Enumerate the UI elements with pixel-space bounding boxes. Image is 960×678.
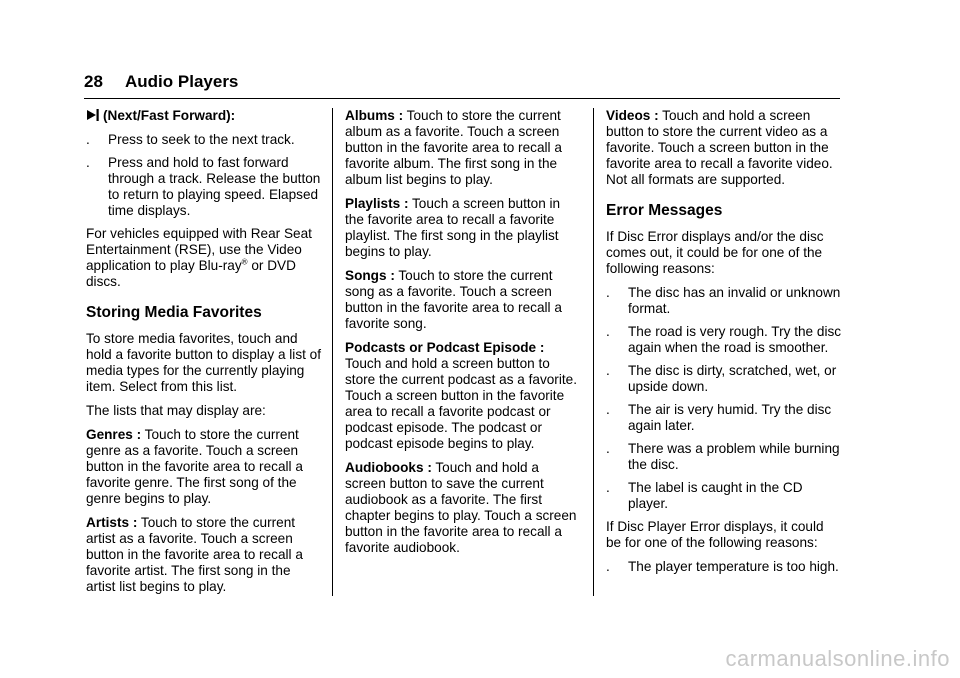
lists-intro: The lists that may display are: xyxy=(86,403,266,418)
watermark: carmanualsonline.info xyxy=(725,646,950,671)
storing-favorites-heading: Storing Media Favorites xyxy=(86,304,262,321)
audiobooks-entry: Audiobooks : Touch and hold a screen button to save the current audiobook as a favorite. The first chapter begins to play. Touch a screen button in the favorite area to recall a favorite audiobook. xyxy=(345,460,577,555)
column-divider-1 xyxy=(332,108,333,596)
podcasts-entry: Podcasts or Podcast Episode : Touch and hold a screen button to store the current podcast as a favorite. Touch a screen button in the favorite area to recall a favorite podcast or podcast episode. The podcast or podcast episode begins to play. xyxy=(345,340,577,451)
column-divider-2 xyxy=(593,108,594,596)
next-track-icon xyxy=(86,108,100,122)
genres-entry: Genres : Touch to store the current genre as a favorite. Touch a screen button in the favorite area to recall a favorite genre. The first song of the genre begins to play. xyxy=(86,427,303,506)
column-2 xyxy=(345,108,581,564)
error-messages-heading: Error Messages xyxy=(606,202,723,219)
list-item: . The road is very rough. Try the disc again when the road is smoother. xyxy=(606,324,842,355)
list-item: . The player temperature is too high. xyxy=(606,559,839,574)
next-bullets xyxy=(86,132,322,219)
artists-entry: Artists : Touch to store the current artist as a favorite. Touch a screen button in the favorite area to recall a favorite artist. The first song in the artist list begins to play. xyxy=(86,515,303,594)
list-item: . The disc is dirty, scratched, wet, or upside down. xyxy=(606,363,837,394)
disc-error-bullets xyxy=(606,285,842,512)
list-item: . The label is caught in the CD player. xyxy=(606,480,803,511)
list-item: . Press to seek to the next track. xyxy=(86,132,295,147)
favorites-intro: To store media favorites, touch and hold a favorite button to display a list of media types for the currently playing item. Select from this list. xyxy=(86,331,322,394)
songs-entry: Songs : Touch to store the current song as a favorite. Touch a screen button in the favorite area to recall a favorite song. xyxy=(345,268,562,331)
page-header xyxy=(84,72,238,92)
section-title: Audio Players xyxy=(125,72,239,91)
player-error-bullets xyxy=(606,559,842,575)
column-1 xyxy=(86,108,322,603)
next-fast-forward-heading: (Next/Fast Forward): xyxy=(86,108,322,124)
header-rule xyxy=(84,98,840,99)
list-item: . There was a problem while burning the disc. xyxy=(606,441,840,472)
page-number: 28 xyxy=(84,72,103,91)
list-item: . Press and hold to fast forward through a track. Release the button to return to playing speed. Elapsed time displays. xyxy=(86,155,321,218)
rse-paragraph: For vehicles equipped with Rear Seat Entertainment (RSE), use the Video application to play Blu-ray® or DVD discs. xyxy=(86,226,312,289)
list-item: . The disc has an invalid or unknown format. xyxy=(606,285,841,316)
disc-error-intro: If Disc Error displays and/or the disc comes out, it could be for one of the following reasons: xyxy=(606,229,824,276)
albums-entry: Albums : Touch to store the current album as a favorite. Touch a screen button in the favorite area to recall a favorite album. The first song in the album list begins to play. xyxy=(345,108,562,187)
videos-entry: Videos : Touch and hold a screen button to store the current video as a favorite. Touch a screen button in the favorite area to recall a favorite video. Not all formats are supported. xyxy=(606,108,833,187)
column-3 xyxy=(606,108,842,582)
list-item: . The air is very humid. Try the disc again later. xyxy=(606,402,832,433)
playlists-entry: Playlists : Touch a screen button in the favorite area to recall a favorite playlist. The first song in the playlist begins to play. xyxy=(345,196,561,259)
player-error-intro: If Disc Player Error displays, it could be for one of the following reasons: xyxy=(606,519,824,550)
